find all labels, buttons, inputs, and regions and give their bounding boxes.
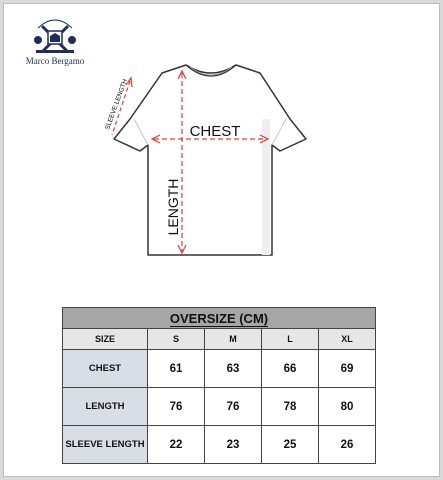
size-col-s: S bbox=[148, 329, 205, 350]
sleeve-length-label: SLEEVE LENGTH bbox=[104, 78, 130, 131]
chest-label: CHEST bbox=[189, 123, 241, 140]
cell-sleeve-l: 25 bbox=[262, 426, 319, 464]
row-label-chest: CHEST bbox=[63, 350, 148, 388]
tshirt-measurement-diagram bbox=[94, 59, 324, 269]
cell-length-xl: 80 bbox=[319, 388, 376, 426]
cell-chest-xl: 69 bbox=[319, 350, 376, 388]
length-label: LENGTH bbox=[165, 178, 181, 236]
cell-sleeve-xl: 26 bbox=[319, 426, 376, 464]
table-row bbox=[63, 426, 376, 464]
size-chart-card bbox=[3, 3, 440, 477]
cell-length-l: 78 bbox=[262, 388, 319, 426]
row-label-sleeve-length: SLEEVE LENGTH bbox=[63, 426, 148, 464]
row-label-length: LENGTH bbox=[63, 388, 148, 426]
cell-length-m: 76 bbox=[205, 388, 262, 426]
size-col-m: M bbox=[205, 329, 262, 350]
tshirt-outline bbox=[114, 65, 306, 255]
size-col-xl: XL bbox=[319, 329, 376, 350]
table-row bbox=[63, 388, 376, 426]
brand-name: Marco Bergamo bbox=[25, 56, 85, 66]
size-table bbox=[62, 307, 376, 464]
table-row bbox=[63, 350, 376, 388]
cell-chest-m: 63 bbox=[205, 350, 262, 388]
brand-crest-icon bbox=[14, 14, 96, 58]
size-header: SIZE bbox=[63, 329, 148, 350]
cell-length-s: 76 bbox=[148, 388, 205, 426]
table-title: OVERSIZE (CM) bbox=[63, 308, 376, 329]
cell-chest-s: 61 bbox=[148, 350, 205, 388]
cell-chest-l: 66 bbox=[262, 350, 319, 388]
cell-sleeve-s: 22 bbox=[148, 426, 205, 464]
brand-logo bbox=[14, 14, 96, 70]
cell-sleeve-m: 23 bbox=[205, 426, 262, 464]
size-col-l: L bbox=[262, 329, 319, 350]
